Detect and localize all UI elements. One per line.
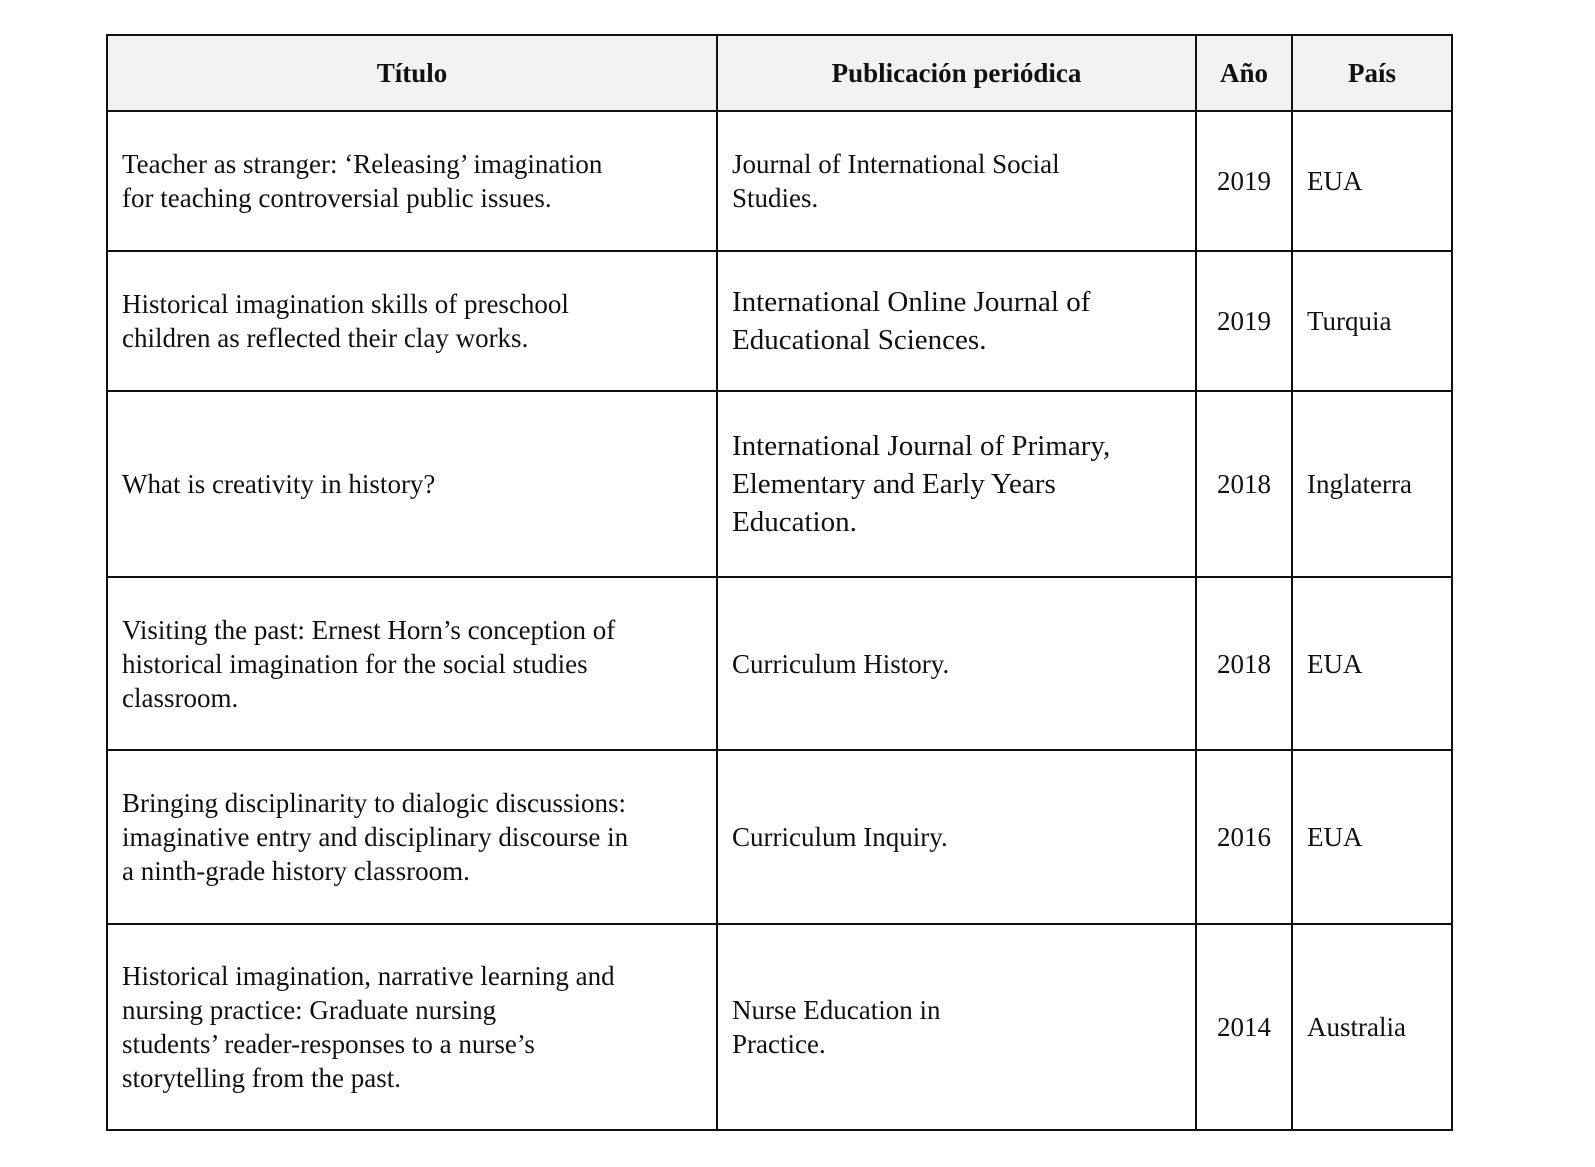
journal-line: Curriculum Inquiry. [732, 822, 948, 852]
header-journal: Publicación periódica [717, 35, 1196, 111]
cell-year: 2018 [1196, 391, 1292, 577]
cell-country: Australia [1292, 924, 1452, 1130]
journal-line: Education. [732, 506, 857, 538]
journal-line: Studies. [732, 183, 819, 213]
title-line: Historical imagination skills of preschool [122, 289, 569, 319]
table-row [107, 251, 1452, 391]
journal-line: Elementary and Early Years [732, 468, 1056, 500]
cell-year: 2018 [1196, 577, 1292, 750]
header-row [107, 35, 1452, 111]
table-row [107, 391, 1452, 577]
cell-country: EUA [1292, 750, 1452, 924]
table-row [107, 924, 1452, 1130]
title-line: storytelling from the past. [122, 1063, 401, 1093]
cell-journal [717, 924, 1196, 1130]
header-title: Título [107, 35, 717, 111]
cell-journal [717, 111, 1196, 251]
cell-country: EUA [1292, 577, 1452, 750]
title-line: Historical imagination, narrative learning and [122, 961, 615, 991]
journal-line: Curriculum History. [732, 648, 950, 679]
table-row [107, 111, 1452, 251]
publications-table [106, 34, 1453, 1131]
title-line: nursing practice: Graduate nursing [122, 995, 497, 1025]
title-line: historical imagination for the social studies [122, 648, 588, 679]
table-row [107, 750, 1452, 924]
journal-line: International Journal of Primary, [732, 430, 1111, 462]
title-line: Teacher as stranger: ‘Releasing’ imagination [122, 149, 603, 179]
cell-journal [717, 577, 1196, 750]
header-country: País [1292, 35, 1452, 111]
title-line: a ninth-grade history classroom. [122, 856, 470, 886]
journal-line: Practice. [732, 1029, 826, 1059]
cell-title [107, 391, 717, 577]
title-line: Visiting the past: Ernest Horn’s conception of [122, 614, 616, 645]
journal-line: International Online Journal of [732, 286, 1091, 318]
cell-year: 2019 [1196, 111, 1292, 251]
cell-country: EUA [1292, 111, 1452, 251]
title-line: students’ reader-responses to a nurse’s [122, 1029, 535, 1059]
cell-year: 2014 [1196, 924, 1292, 1130]
cell-year: 2019 [1196, 251, 1292, 391]
header-year: Año [1196, 35, 1292, 111]
title-line: classroom. [122, 682, 239, 713]
journal-line: Educational Sciences. [732, 324, 987, 356]
title-line: for teaching controversial public issues. [122, 183, 552, 213]
table-row [107, 577, 1452, 750]
journal-line: Journal of International Social [732, 149, 1060, 179]
journal-line: Nurse Education in [732, 995, 941, 1025]
cell-title [107, 924, 717, 1130]
cell-country: Turquia [1292, 251, 1452, 391]
cell-journal [717, 750, 1196, 924]
cell-title [107, 251, 717, 391]
cell-journal [717, 391, 1196, 577]
cell-title [107, 111, 717, 251]
title-line: What is creativity in history? [122, 469, 436, 499]
cell-title [107, 577, 717, 750]
cell-title [107, 750, 717, 924]
title-line: Bringing disciplinarity to dialogic discussions: [122, 788, 626, 818]
cell-year: 2016 [1196, 750, 1292, 924]
cell-journal [717, 251, 1196, 391]
cell-country: Inglaterra [1292, 391, 1452, 577]
title-line: imaginative entry and disciplinary discourse in [122, 822, 629, 852]
title-line: children as reflected their clay works. [122, 323, 529, 353]
